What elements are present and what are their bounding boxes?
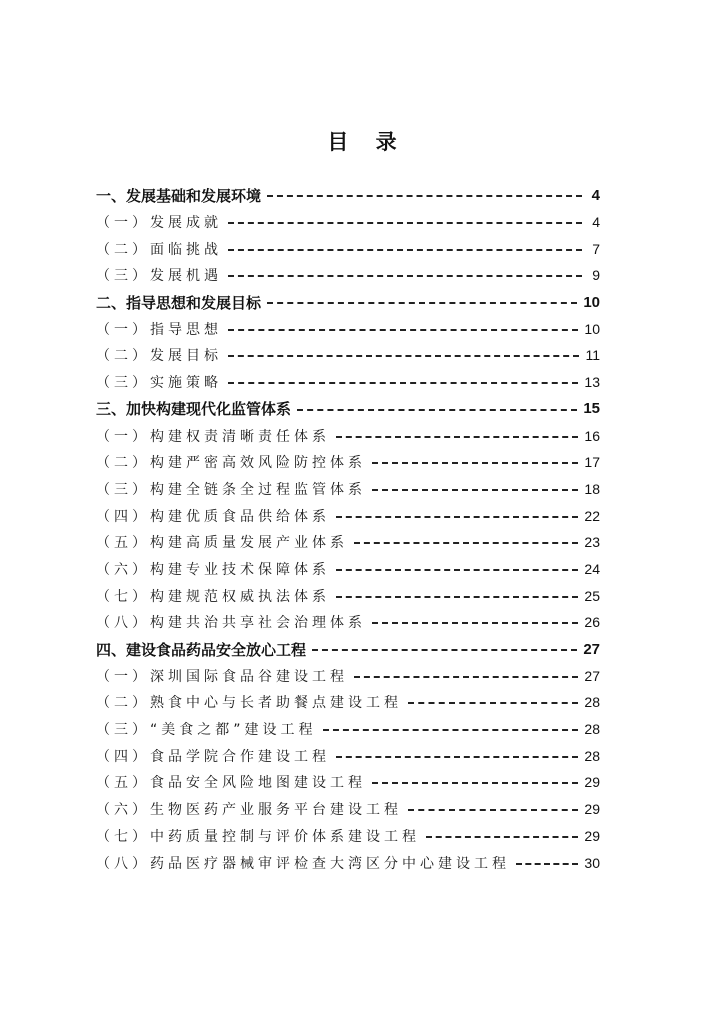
toc-chapter-entry[interactable] — [96, 289, 600, 316]
toc-section-entry[interactable] — [96, 235, 600, 262]
toc-page-number: 17 — [584, 454, 600, 471]
toc-page-number: 29 — [584, 774, 600, 791]
toc-entry-label: 四、建设食品药品安全放心工程 — [96, 640, 307, 659]
toc-dot-leader — [228, 275, 582, 277]
page-title: 目 录 — [327, 130, 407, 154]
toc-entry-label: （一）指导思想 — [96, 321, 222, 338]
toc-section-entry[interactable] — [96, 769, 600, 796]
toc-dot-leader — [228, 382, 578, 384]
toc-entry-label: 二、指导思想和发展目标 — [96, 293, 262, 312]
toc-dot-leader — [426, 836, 578, 838]
toc-entry-label: （二）熟食中心与长者助餐点建设工程 — [96, 695, 402, 712]
toc-section-entry[interactable] — [96, 422, 600, 449]
table-of-contents — [96, 182, 600, 876]
toc-entry-label: （五）食品安全风险地图建设工程 — [96, 775, 366, 792]
toc-entry-label: 一、发展基础和发展环境 — [96, 186, 262, 205]
toc-chapter-entry[interactable] — [96, 396, 600, 423]
toc-page-number: 23 — [584, 534, 600, 551]
toc-page-number: 13 — [584, 374, 600, 391]
toc-entry-label: （二）面临挑战 — [96, 241, 222, 258]
toc-entry-label: （五）构建高质量发展产业体系 — [96, 535, 348, 552]
toc-section-entry[interactable] — [96, 662, 600, 689]
toc-page-number: 10 — [583, 293, 600, 311]
toc-entry-label: （一）发展成就 — [96, 215, 222, 232]
toc-section-entry[interactable] — [96, 823, 600, 850]
toc-chapter-entry[interactable] — [96, 636, 600, 663]
toc-dot-leader — [336, 516, 578, 518]
toc-section-entry[interactable] — [96, 315, 600, 342]
toc-section-entry[interactable] — [96, 582, 600, 609]
toc-page-number: 29 — [584, 801, 600, 818]
toc-entry-label: （二）发展目标 — [96, 348, 222, 365]
toc-dot-leader — [228, 222, 582, 224]
toc-entry-label: （三）构建全链条全过程监管体系 — [96, 481, 366, 498]
toc-page-number: 28 — [584, 721, 600, 738]
toc-dot-leader — [336, 596, 578, 598]
toc-dot-leader — [372, 462, 578, 464]
toc-page-number: 26 — [584, 614, 600, 631]
toc-page-number: 25 — [584, 587, 600, 604]
toc-dot-leader — [408, 702, 578, 704]
toc-entry-label: （一）构建权责清晰责任体系 — [96, 428, 330, 445]
toc-entry-label: （七）中药质量控制与评价体系建设工程 — [96, 828, 420, 845]
toc-page-number: 18 — [584, 480, 600, 497]
toc-dot-leader — [228, 249, 582, 251]
toc-page-number: 29 — [584, 827, 600, 844]
toc-dot-leader — [516, 863, 578, 865]
toc-section-entry[interactable] — [96, 796, 600, 823]
toc-dot-leader — [372, 782, 578, 784]
toc-section-entry[interactable] — [96, 209, 600, 236]
toc-page-number: 15 — [583, 400, 600, 418]
toc-chapter-entry[interactable] — [96, 182, 600, 209]
toc-dot-leader — [408, 809, 578, 811]
toc-page-number: 27 — [584, 667, 600, 684]
toc-dot-leader — [336, 756, 578, 758]
toc-entry-label: （四）食品学院合作建设工程 — [96, 748, 330, 765]
toc-entry-label: （二）构建严密高效风险防控体系 — [96, 455, 366, 472]
toc-section-entry[interactable] — [96, 529, 600, 556]
toc-section-entry[interactable] — [96, 689, 600, 716]
toc-entry-label: （六）构建专业技术保障体系 — [96, 561, 330, 578]
toc-entry-label: （四）构建优质食品供给体系 — [96, 508, 330, 525]
toc-page-number: 4 — [592, 214, 600, 231]
toc-section-entry[interactable] — [96, 742, 600, 769]
toc-entry-label: （七）构建规范权威执法体系 — [96, 588, 330, 605]
toc-page-number: 22 — [584, 507, 600, 524]
toc-section-entry[interactable] — [96, 369, 600, 396]
toc-dot-leader — [354, 676, 578, 678]
toc-section-entry[interactable] — [96, 342, 600, 369]
toc-page-number: 7 — [592, 240, 600, 257]
toc-entry-label: （三）“美食之都”建设工程 — [96, 722, 317, 739]
toc-entry-label: （六）生物医药产业服务平台建设工程 — [96, 802, 402, 819]
toc-dot-leader — [228, 329, 578, 331]
toc-page-number: 9 — [592, 267, 600, 284]
toc-page-number: 4 — [591, 186, 600, 204]
toc-page-number: 16 — [584, 427, 600, 444]
toc-dot-leader — [312, 649, 577, 651]
toc-page-number: 28 — [584, 747, 600, 764]
toc-section-entry[interactable] — [96, 502, 600, 529]
toc-dot-leader — [354, 542, 578, 544]
toc-dot-leader — [267, 302, 577, 304]
toc-section-entry[interactable] — [96, 609, 600, 636]
toc-dot-leader — [297, 409, 577, 411]
toc-section-entry[interactable] — [96, 556, 600, 583]
toc-page-number: 28 — [584, 694, 600, 711]
toc-section-entry[interactable] — [96, 849, 600, 876]
toc-entry-label: （八）药品医疗器械审评检查大湾区分中心建设工程 — [96, 855, 510, 872]
toc-entry-label: （三）实施策略 — [96, 375, 222, 392]
toc-dot-leader — [323, 729, 579, 731]
toc-dot-leader — [372, 489, 578, 491]
toc-section-entry[interactable] — [96, 262, 600, 289]
toc-dot-leader — [228, 355, 579, 357]
toc-dot-leader — [267, 195, 582, 197]
toc-page-number: 10 — [584, 320, 600, 337]
toc-page-number: 24 — [584, 560, 600, 577]
toc-entry-label: 三、加快构建现代化监管体系 — [96, 400, 292, 419]
toc-page-number: 27 — [583, 640, 600, 658]
toc-dot-leader — [372, 622, 578, 624]
toc-section-entry[interactable] — [96, 449, 600, 476]
toc-dot-leader — [336, 569, 578, 571]
toc-section-entry[interactable] — [96, 476, 600, 503]
toc-dot-leader — [336, 436, 578, 438]
toc-entry-label: （一）深圳国际食品谷建设工程 — [96, 668, 348, 685]
toc-entry-label: （三）发展机遇 — [96, 268, 222, 285]
toc-page-number: 11 — [585, 347, 600, 364]
toc-entry-label: （八）构建共治共享社会治理体系 — [96, 615, 366, 632]
toc-section-entry[interactable] — [96, 716, 600, 743]
toc-page-number: 30 — [584, 854, 600, 871]
